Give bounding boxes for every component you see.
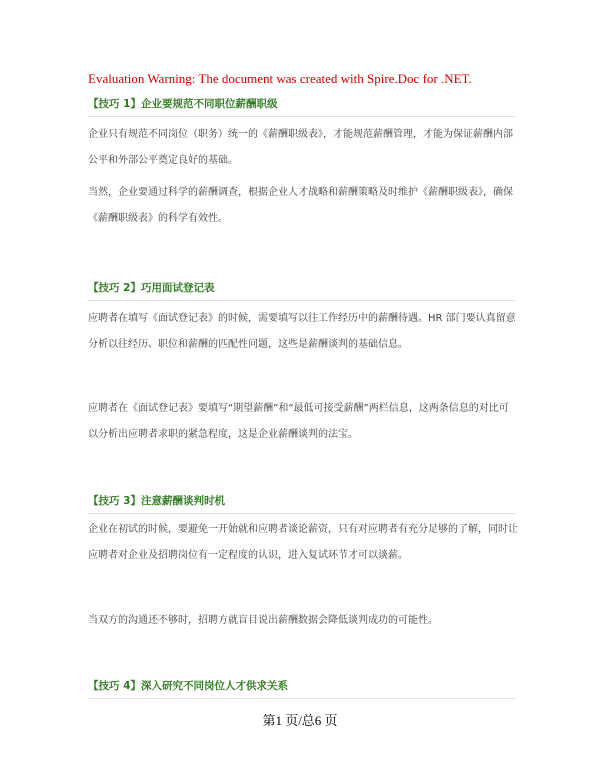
section-heading-2: 【技巧 2】巧用面试登记表 <box>88 282 215 294</box>
divider <box>88 300 516 301</box>
page-footer: 第1 页/总6 页 <box>262 713 338 728</box>
paragraph: 应聘者在填写《面试登记表》的时候，需要填写以往工作经历中的薪酬待遇。HR 部门要认真留意分析以往经历、职位和薪酬的匹配性问题，这些是薪酬谈判的基础信息。 <box>88 313 516 350</box>
section-heading-3: 【技巧 3】注意薪酬谈判时机 <box>88 495 225 507</box>
paragraph: 应聘者在《面试登记表》要填写“期望薪酬”和“最低可接受薪酬”两栏信息，这两条信息的对比可以分析出应聘者求职的紧急程度，这是企业薪酬谈判的法宝。 <box>88 403 509 440</box>
divider <box>88 116 516 117</box>
paragraph: 企业只有规范不同岗位（职务）统一的《薪酬职级表》，才能规范薪酬管理，才能为保证薪酬内部公平和外部公平奠定良好的基础。 <box>88 129 513 166</box>
section-heading-1: 【技巧 1】企业要规范不同职位薪酬职级 <box>88 98 278 110</box>
divider <box>88 513 516 514</box>
evaluation-warning: Evaluation Warning: The document was created with Spire.Doc for .NET. <box>88 71 472 86</box>
paragraph: 当双方的沟通还不够时，招聘方就盲目说出薪酬数据会降低谈判成功的可能性。 <box>88 615 438 626</box>
paragraph: 当然，企业要通过科学的薪酬调查，根据企业人才战略和薪酬策略及时维护《薪酬职级表》，确保《薪酬职级表》的科学有效性。 <box>88 187 513 224</box>
divider <box>88 698 516 699</box>
section-heading-4: 【技巧 4】深入研究不同岗位人才供求关系 <box>88 680 288 692</box>
paragraph: 企业在初试的时候，要避免一开始就和应聘者谈论薪资，只有对应聘者有充分足够的了解，同时让应聘者对企业及招聘岗位有一定程度的认识，进入复试环节才可以谈薪。 <box>88 524 518 561</box>
